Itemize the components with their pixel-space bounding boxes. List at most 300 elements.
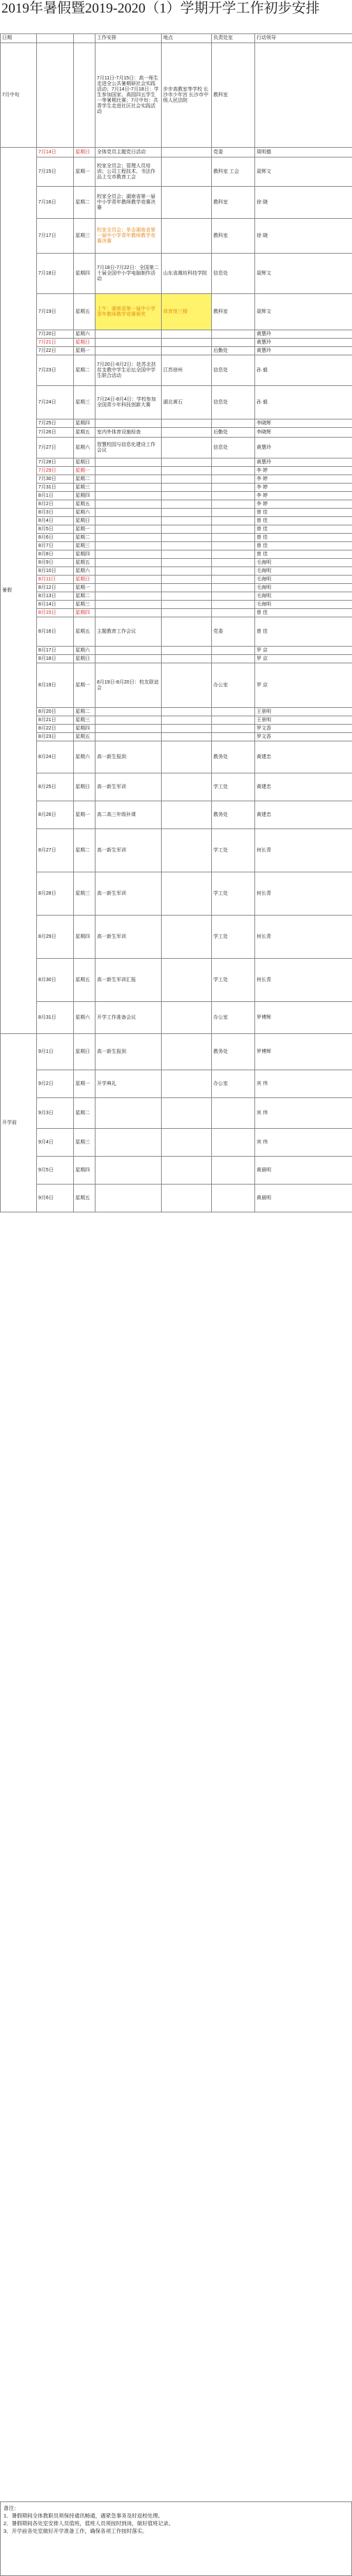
week-cell: 星期三 [74,484,95,492]
date-cell: 7月29日 [37,467,74,475]
table-row [1,716,352,725]
person-cell: 宾 伟 [255,1098,352,1129]
table-row [1,355,352,386]
week-cell: 星期三 [74,1129,95,1157]
work-cell [95,484,162,492]
date-cell: 8月28日 [37,872,74,916]
place-cell [162,916,212,959]
date-cell: 7月15日 [37,157,74,187]
week-cell: 星期二 [74,475,95,484]
date-cell: 8月29日 [37,916,74,959]
table-row [1,534,352,542]
person-cell: 徐 晓 [255,187,352,219]
person-cell: 黄晨明 [255,1157,352,1185]
work-cell: 智慧校园与信息化建设工作会议 [95,438,162,458]
place-cell [162,148,212,157]
person-cell: 黄建忠 [255,773,352,801]
person-cell: 何长青 [255,959,352,1002]
work-cell: 7月20日-8月2日：赴苏北扶贫支教中学生论坛全国中学生联合活动 [95,355,162,386]
week-cell: 星期一 [74,525,95,534]
work-cell [95,576,162,584]
date-cell: 9月5日 [37,1157,74,1185]
owner-cell: 教科室 [212,187,255,219]
table-row [1,592,352,601]
week-cell: 星期日 [74,1034,95,1070]
table-row [1,509,352,517]
work-cell: 高二高三年级补课 [95,801,162,829]
work-cell [95,467,162,475]
date-cell: 8月30日 [37,959,74,1002]
owner-cell: 教科室 工会 [212,157,255,187]
work-cell [95,725,162,733]
place-cell [162,157,212,187]
table-row [1,347,352,355]
table-row [1,157,352,187]
date-cell [37,43,74,148]
place-cell [162,428,212,438]
table-row [1,419,352,428]
person-cell: 黄慧玲 [255,339,352,347]
work-cell [95,458,162,467]
person-cell: 黄慧玲 [255,458,352,467]
place-cell [162,525,212,534]
table-row [1,655,352,663]
person-cell: 何长青 [255,872,352,916]
person-cell: 李 婷 [255,492,352,500]
week-cell: 星期六 [74,438,95,458]
owner-cell [212,647,255,655]
date-cell: 8月24日 [37,741,74,773]
table-row [1,1185,352,1212]
owner-cell [212,339,255,347]
date-cell: 7月22日 [37,347,74,355]
person-cell: 黄慧玲 [255,330,352,339]
work-cell [95,525,162,534]
header-week [74,34,95,43]
date-cell: 7月27日 [37,438,74,458]
date-cell: 8月17日 [37,647,74,655]
week-cell: 星期六 [74,330,95,339]
date-cell: 7月20日 [37,330,74,339]
person-cell: 毛海明 [255,584,352,592]
owner-cell: 教科室 [212,219,255,254]
week-cell: 星期日 [74,517,95,525]
owner-cell: 学工处 [212,916,255,959]
date-cell: 8月14日 [37,601,74,609]
work-cell [95,567,162,576]
date-cell: 7月26日 [37,428,74,438]
owner-cell: 党委 [212,148,255,157]
place-cell [162,1034,212,1070]
person-cell: 曾 佳 [255,609,352,617]
work-cell [95,330,162,339]
work-cell [95,419,162,428]
work-cell [95,601,162,609]
table-row [1,601,352,609]
person-cell: 聂辉文 [255,254,352,294]
person-cell: 宾 伟 [255,1129,352,1157]
work-cell: 开学工作准备会议 [95,1002,162,1034]
place-cell [162,733,212,741]
date-cell: 9月3日 [37,1098,74,1129]
note-item: 3．开学前各处室做好开学准备工作，确保各项工作按时落实。 [3,2528,148,2534]
owner-cell [212,567,255,576]
place-cell [162,1098,212,1129]
table-row [1,458,352,467]
week-cell: 星期三 [74,872,95,916]
owner-cell [212,609,255,617]
table-row [1,1129,352,1157]
owner-cell [212,475,255,484]
owner-cell [212,592,255,601]
table-row [1,517,352,525]
table-row [1,916,352,959]
header-work: 工作安排 [95,34,162,43]
place-cell [162,458,212,467]
date-cell: 8月15日 [37,609,74,617]
table-row [1,647,352,655]
person-cell: 罗 京 [255,647,352,655]
table-row [1,219,352,254]
week-cell: 星期五 [74,617,95,647]
table-row [1,294,352,330]
week-cell: 星期二 [74,829,95,872]
week-cell: 星期四 [74,916,95,959]
date-cell: 8月12日 [37,584,74,592]
place-cell [162,330,212,339]
week-cell: 星期日 [74,773,95,801]
person-cell: 毛海明 [255,576,352,584]
owner-cell [212,708,255,716]
week-cell: 星期五 [74,959,95,1002]
work-cell [95,500,162,509]
date-cell: 8月23日 [37,733,74,741]
week-cell: 星期一 [74,347,95,355]
table-row [1,1034,352,1070]
week-cell: 星期四 [74,550,95,559]
place-cell: 山东省潍坊科技学院 [162,254,212,294]
place-cell [162,475,212,484]
place-cell [162,716,212,725]
table-row [1,617,352,647]
date-cell: 7月16日 [37,187,74,219]
work-cell: 高一新生军训 [95,773,162,801]
table-row [1,148,352,157]
week-cell: 星期二 [74,592,95,601]
owner-cell: 办公室 [212,1070,255,1098]
work-cell [95,655,162,663]
week-cell: 星期三 [74,219,95,254]
table-row [1,550,352,559]
table-row [1,254,352,294]
owner-cell: 教务处 [212,741,255,773]
table-row [1,559,352,567]
date-cell: 7月24日 [37,386,74,419]
date-cell: 8月18日 [37,655,74,663]
table-row [1,801,352,829]
table-row [1,584,352,592]
date-cell: 7月21日 [37,339,74,347]
table-row [1,438,352,458]
place-cell [162,872,212,916]
table-row [1,609,352,617]
place-cell [162,741,212,773]
work-cell: 校家全员会；单击湖南省第一届中小学青年教师教学竞赛决赛 [95,219,162,254]
date-cell: 8月13日 [37,592,74,601]
owner-cell: 教科室 [212,43,255,148]
person-cell: 罗文香 [255,725,352,733]
person-cell: 徐 晓 [255,219,352,254]
person-cell: 曾 佳 [255,617,352,647]
work-cell [95,1157,162,1185]
week-cell: 星期一 [74,584,95,592]
person-cell: 罗博辉 [255,1034,352,1070]
owner-cell: 办公室 [212,1002,255,1034]
week-cell [74,43,95,148]
owner-cell: 信息处 [212,254,255,294]
owner-cell [212,655,255,663]
week-cell: 星期五 [74,1185,95,1212]
place-cell [162,1002,212,1034]
owner-cell [212,467,255,475]
owner-cell [212,576,255,584]
place-cell [162,655,212,663]
date-cell: 7月19日 [37,294,74,330]
week-cell: 星期四 [74,1157,95,1185]
date-cell: 7月28日 [37,458,74,467]
person-cell [255,43,352,148]
place-cell [162,567,212,576]
place-cell [162,1070,212,1098]
place-cell [162,559,212,567]
work-cell: 校家全员会；管理人员培训；公司工程技术、书法作品上交市教育工会 [95,157,162,187]
person-cell: 王景明 [255,716,352,725]
person-cell: 王景明 [255,708,352,716]
work-cell [95,584,162,592]
table-row [1,187,352,219]
place-cell [162,509,212,517]
person-cell: 李晓辉 [255,419,352,428]
person-cell: 李 婷 [255,467,352,475]
work-cell: 8月19日-8月20日：校友联谊会 [95,663,162,708]
work-cell [95,1185,162,1212]
owner-cell [212,534,255,542]
week-cell: 星期日 [74,339,95,347]
work-cell [95,1098,162,1129]
owner-cell [212,1098,255,1129]
work-cell: 高一新生报到 [95,1034,162,1070]
week-cell: 星期六 [74,647,95,655]
week-cell: 星期三 [74,601,95,609]
table-row [1,733,352,741]
work-cell [95,542,162,550]
week-cell: 星期六 [74,567,95,576]
work-cell: 高一新生军训汇报 [95,959,162,1002]
table-row [1,773,352,801]
place-cell [162,492,212,500]
date-cell: 9月1日 [37,1034,74,1070]
section-july-mid: 7月中旬 [1,43,37,148]
owner-cell [212,509,255,517]
date-cell: 8月9日 [37,559,74,567]
table-row [1,567,352,576]
person-cell: 毛海明 [255,601,352,609]
owner-cell [212,458,255,467]
date-cell: 8月21日 [37,716,74,725]
date-cell: 8月1日 [37,492,74,500]
week-cell: 星期日 [74,458,95,467]
person-cell: 曾 佳 [255,509,352,517]
table-row [1,428,352,438]
week-cell: 星期六 [74,1002,95,1034]
table-row [1,1098,352,1129]
date-cell: 8月26日 [37,801,74,829]
person-cell: 何长青 [255,916,352,959]
week-cell: 星期二 [74,534,95,542]
work-cell [95,708,162,716]
person-cell: 李晓辉 [255,428,352,438]
work-cell [95,716,162,725]
date-cell: 8月27日 [37,829,74,872]
page-title: 2019年暑假暨2019-2020（1）学期开学工作初步安排 [1,1,320,16]
week-cell: 星期五 [74,294,95,330]
owner-cell [212,492,255,500]
week-cell: 星期一 [74,467,95,475]
table-row [1,829,352,872]
date-cell: 9月2日 [37,1070,74,1098]
person-cell: 李 婷 [255,475,352,484]
table-row [1,576,352,584]
person-cell: 曾 佳 [255,550,352,559]
notes-block [0,2501,352,2576]
owner-cell [212,500,255,509]
week-cell: 星期三 [74,542,95,550]
date-cell: 8月10日 [37,567,74,576]
person-cell: 曾 佳 [255,542,352,550]
owner-cell [212,559,255,567]
work-cell: 开学典礼 [95,1070,162,1098]
header-period: 日期 [1,34,37,43]
person-cell: 罗 京 [255,663,352,708]
work-cell [95,492,162,500]
note-item: 1．暑假期间全体教职员须保持通讯畅通，遇紧急事务及时返校处理。 [3,2513,164,2519]
table-row [1,708,352,716]
place-cell [162,550,212,559]
place-cell [162,534,212,542]
place-cell [162,500,212,509]
week-cell: 星期四 [74,254,95,294]
place-cell [162,959,212,1002]
table-row [1,500,352,509]
person-cell: 聂辉文 [255,157,352,187]
owner-cell: 教务处 [212,801,255,829]
owner-cell: 教科室 [212,294,255,330]
work-cell: 7月18日-7月22日：全国第二十届全国中小学电脑制作活动 [95,254,162,294]
work-cell: 7月11日-7月15日：高一师生走进全公共暑期研社会实践活动；7月14日-7月18日：学生参加国家、高园四五学生一等暑期比赛；7月中旬：共青学生走进社区社会实践活动 [95,43,162,148]
table-row [1,1157,352,1185]
owner-cell [212,330,255,339]
week-cell: 星期四 [74,419,95,428]
owner-cell: 学工处 [212,959,255,1002]
week-cell: 星期二 [74,708,95,716]
date-cell: 8月6日 [37,534,74,542]
work-cell [95,559,162,567]
week-cell: 星期五 [74,733,95,741]
work-cell: 室内外体育设施检查 [95,428,162,438]
week-cell: 星期三 [74,716,95,725]
owner-cell [212,716,255,725]
week-cell: 星期日 [74,148,95,157]
date-cell: 8月7日 [37,542,74,550]
person-cell: 毛海明 [255,567,352,576]
owner-cell [212,550,255,559]
work-cell: 7月24日-8月4日：学校参加全国青少年科技创新大赛 [95,386,162,419]
table-row [1,1002,352,1034]
work-cell [95,550,162,559]
date-cell: 8月19日 [37,663,74,708]
owner-cell [212,584,255,592]
place-cell [162,647,212,655]
date-cell: 7月14日 [37,148,74,157]
owner-cell [212,419,255,428]
place-cell [162,339,212,347]
header-place: 地点 [162,34,212,43]
place-cell: 步步高教室等学校 长沙市少年宫 长沙市中级人民法院 [162,43,212,148]
week-cell: 星期五 [74,428,95,438]
place-cell [162,467,212,475]
notes-heading: 备注： [3,2505,20,2511]
table-row [1,330,352,339]
place-cell [162,708,212,716]
person-cell: 聂辉文 [255,294,352,330]
work-cell [95,1129,162,1157]
week-cell: 星期一 [74,801,95,829]
owner-cell [212,1157,255,1185]
place-cell [162,219,212,254]
owner-cell [212,601,255,609]
work-cell [95,517,162,525]
person-cell: 孙 毅 [255,355,352,386]
table-row [1,386,352,419]
place-cell [162,187,212,219]
date-cell: 7月31日 [37,484,74,492]
place-cell [162,517,212,525]
owner-cell [212,1129,255,1157]
owner-cell [212,725,255,733]
table-row [1,43,352,148]
work-cell: 高一新生军训 [95,872,162,916]
date-cell: 8月4日 [37,517,74,525]
date-cell: 7月18日 [37,254,74,294]
week-cell: 星期日 [74,576,95,584]
owner-cell [212,525,255,534]
week-cell: 星期五 [74,559,95,567]
owner-cell: 信息处 [212,438,255,458]
date-cell: 8月16日 [37,617,74,647]
header-person: 行动领导 [255,34,352,43]
note-item: 2．暑假期间各处室安排人员值班，值班人员须按时到岗，做好值班记录。 [3,2520,174,2527]
table-row [1,525,352,534]
date-cell: 7月23日 [37,355,74,386]
place-cell [162,584,212,592]
place-cell [162,773,212,801]
week-cell: 星期一 [74,1070,95,1098]
owner-cell [212,484,255,492]
work-cell: 全体党员主题党日活动 [95,148,162,157]
section-summer: 暑假 [1,148,37,1034]
owner-cell: 后勤处 [212,347,255,355]
owner-cell: 信息处 [212,386,255,419]
